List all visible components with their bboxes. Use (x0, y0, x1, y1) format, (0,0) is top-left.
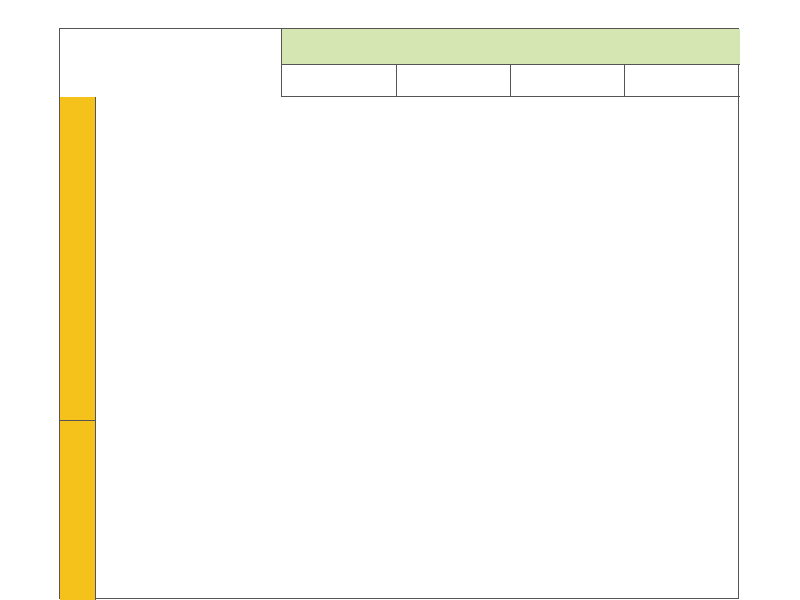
section-experiences (60, 421, 96, 600)
tier-header-silver (625, 65, 740, 97)
tier-header-title (282, 65, 397, 97)
logo-box (60, 29, 282, 97)
tier-header-gold (511, 65, 625, 97)
investment-sheet (59, 28, 739, 599)
tier-header-platinum (397, 65, 511, 97)
section-media-advertising (60, 97, 96, 421)
institutional-header (282, 29, 740, 65)
